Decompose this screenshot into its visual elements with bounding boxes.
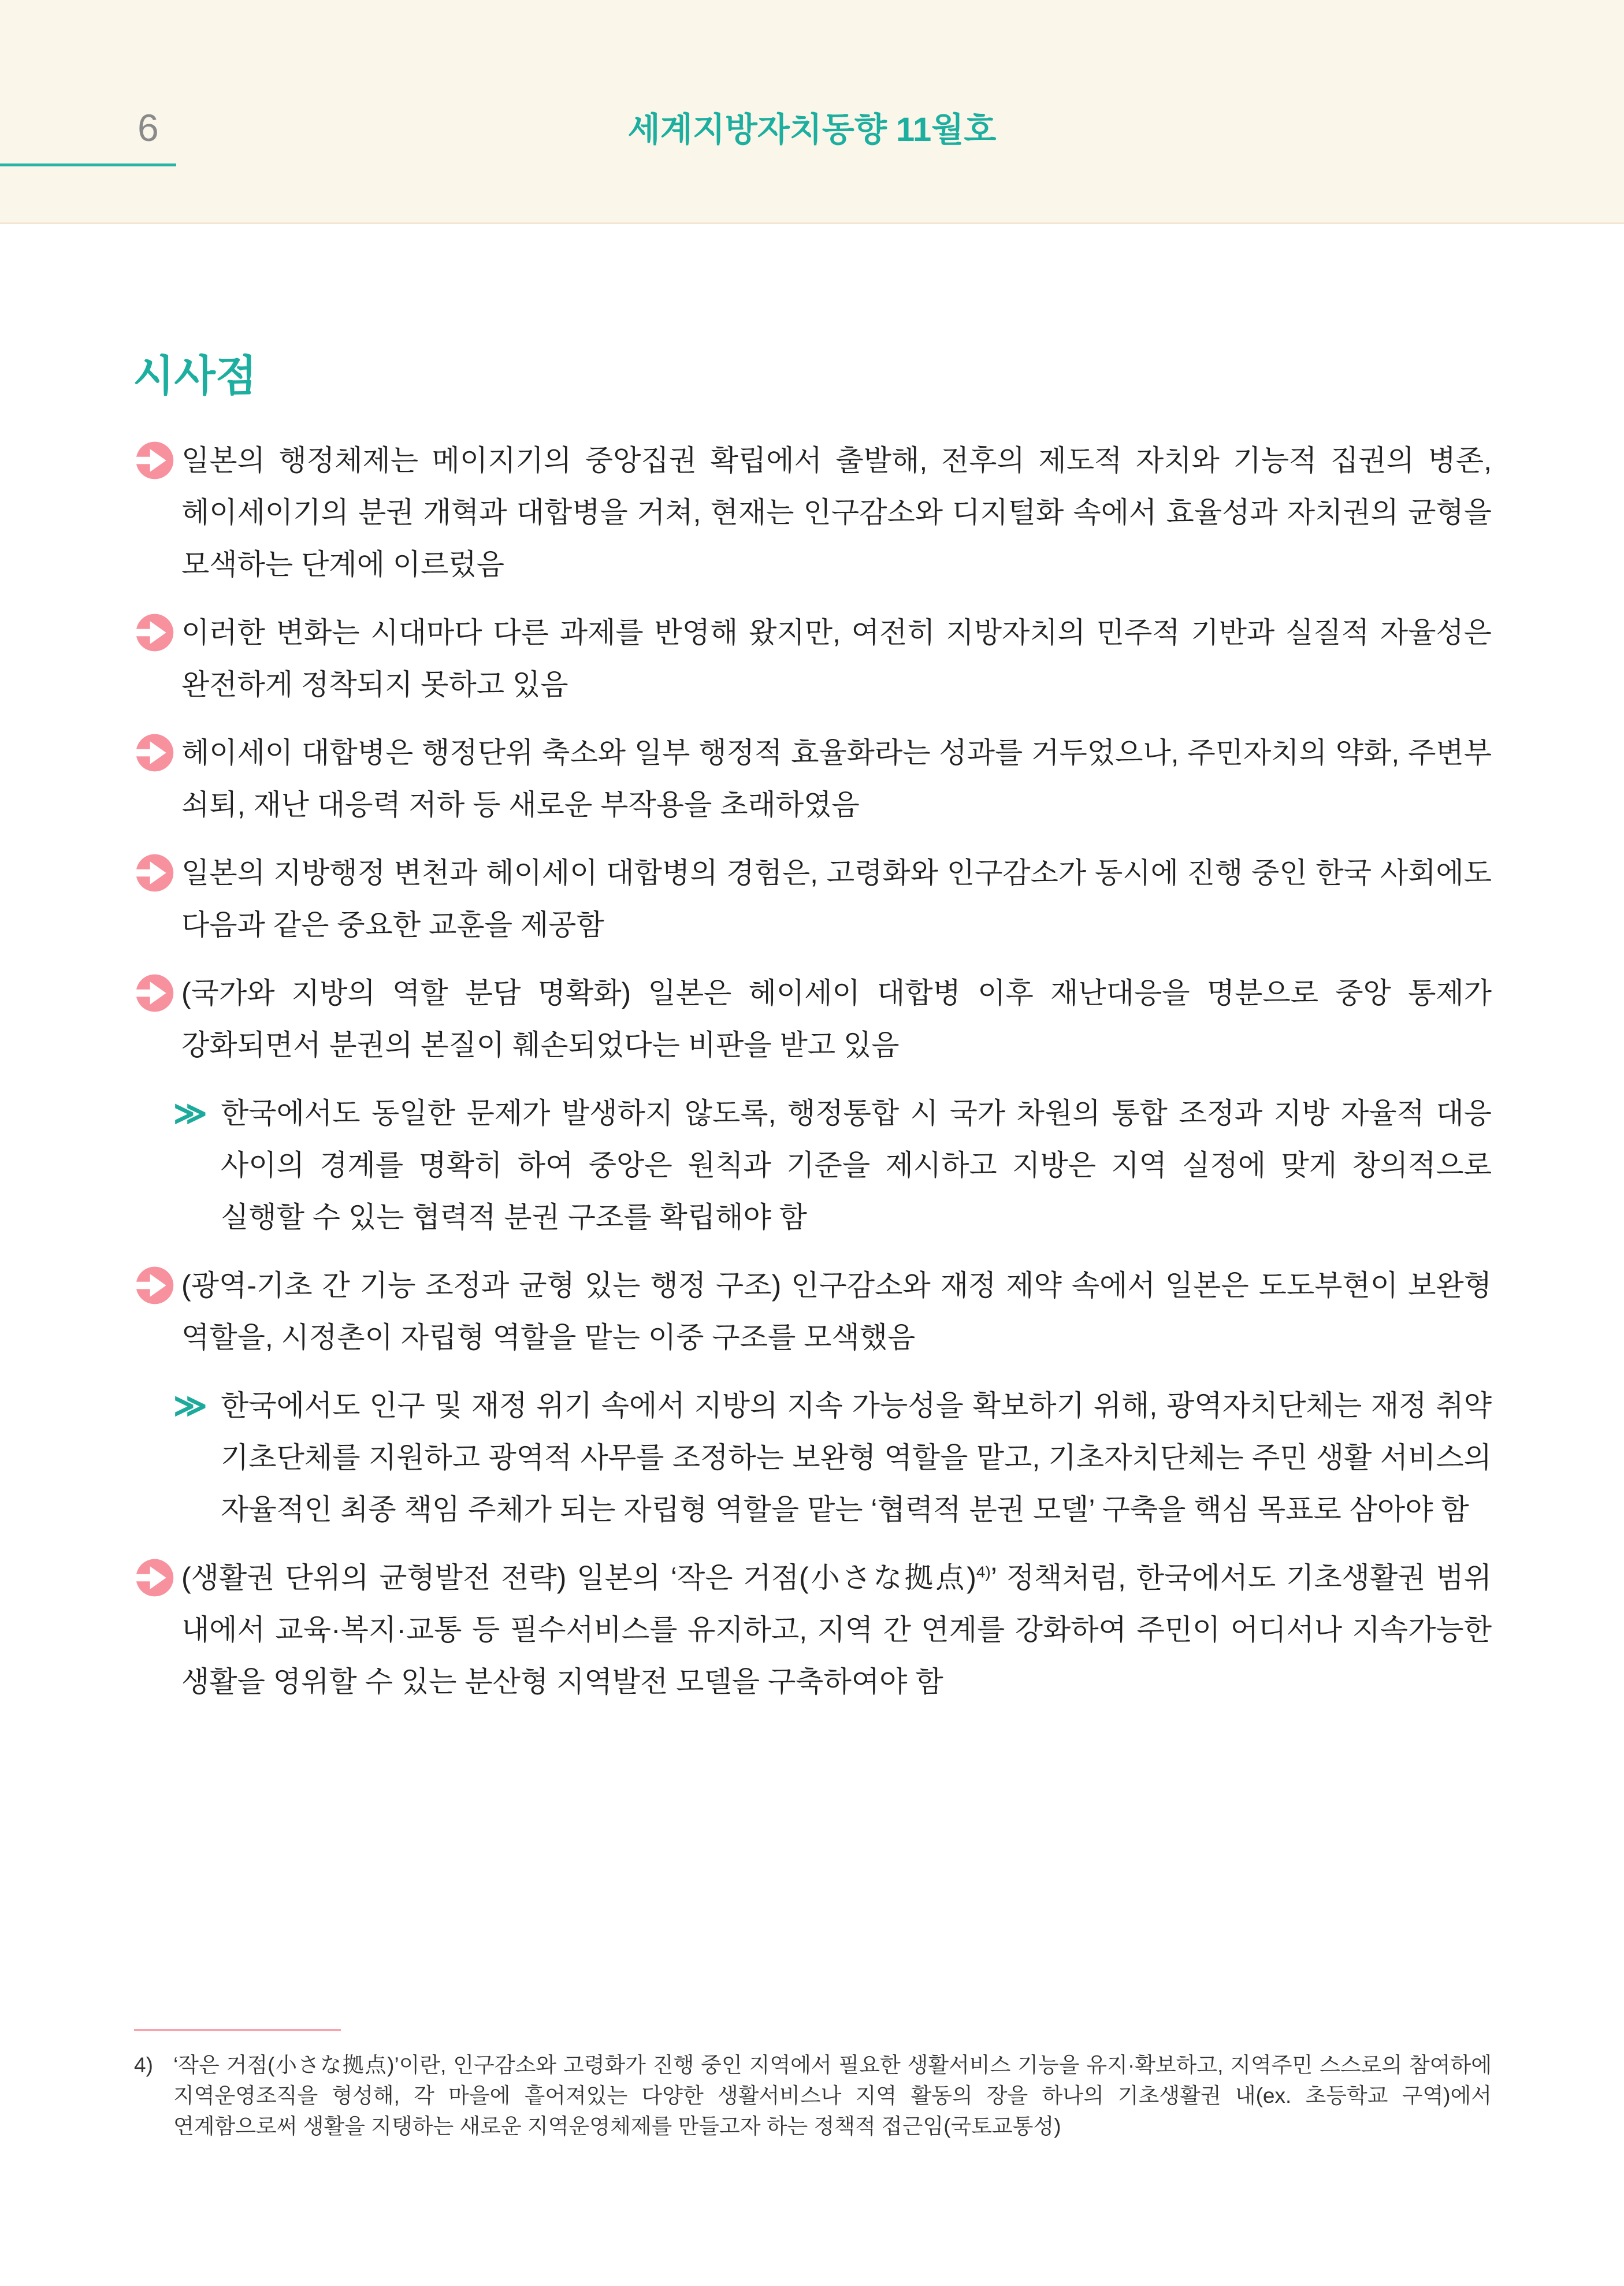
footnote bbox=[134, 2050, 1492, 2142]
section-title: 시사점 bbox=[133, 352, 257, 400]
bullet-text bbox=[181, 1552, 1492, 1708]
footnote-divider bbox=[134, 2029, 341, 2031]
sub-bullet-item bbox=[173, 1087, 1492, 1243]
circle-arrow-icon bbox=[133, 1552, 181, 1599]
page-number: 6 bbox=[137, 106, 159, 149]
circle-arrow-icon bbox=[133, 434, 181, 481]
bullet-text: 일본의 행정체제는 메이지기의 중앙집권 확립에서 출발해, 전후의 제도적 자치와 기능적 집권의 병존, 헤이세이기의 분권 개혁과 대합병을 거쳐, 현재는 인구감소와 디지털화 속에서 효율성과 자치권의 균형을 모색하는 단계에 이르렀음 bbox=[181, 444, 1492, 581]
bullet-text: 일본의 지방행정 변천과 헤이세이 대합병의 경험은, 고령화와 인구감소가 동시에 진행 중인 한국 사회에도 다음과 같은 중요한 교훈을 제공함 bbox=[181, 857, 1492, 941]
bullet-item bbox=[133, 434, 1492, 590]
circle-arrow-icon bbox=[133, 1259, 181, 1306]
circle-arrow-icon bbox=[133, 727, 181, 774]
sub-bullet-item bbox=[173, 1380, 1492, 1536]
bullet-item bbox=[133, 1552, 1492, 1708]
bullet-item bbox=[133, 967, 1492, 1071]
sub-bullet-text: 한국에서도 동일한 문제가 발생하지 않도록, 행정통합 시 국가 차원의 통합 조정과 지방 자율적 대응 사이의 경계를 명확히 하여 중앙은 원칙과 기준을 제시하고 지방은 지역 실정에 맞게 창의적으로 실행할 수 있는 협력적 분권 구조를 확립해야 함 bbox=[221, 1097, 1492, 1233]
circle-arrow-icon bbox=[133, 607, 181, 653]
footnote-area bbox=[134, 2029, 1492, 2142]
page-number-underline bbox=[0, 163, 176, 166]
bullet-item bbox=[133, 607, 1492, 711]
double-chevron-icon: ≫ bbox=[173, 1095, 204, 1131]
bullet-text-post: ’ 정책처럼, 한국에서도 기초생활권 범위 내에서 교육·복지·교통 등 필수서비스를 유지하고, 지역 간 연계를 강화하여 주민이 어디서나 지속가능한 생활을 영위할 수 있는 분산형 지역발전 모델을 구축하여야 함 bbox=[181, 1562, 1492, 1698]
bullet-text-pre: (생활권 단위의 균형발전 전략) 일본의 ‘작은 거점(小さな拠点) bbox=[181, 1562, 976, 1594]
bullet-item bbox=[133, 727, 1492, 831]
bullet-item bbox=[133, 1259, 1492, 1363]
bullet-text: (광역-기초 간 기능 조정과 균형 있는 행정 구조) 인구감소와 재정 제약 속에서 일본은 도도부현이 보완형 역할을, 시정촌이 자립형 역할을 맡는 이중 구조를 모색했음 bbox=[181, 1269, 1492, 1354]
sub-bullet-text: 한국에서도 인구 및 재정 위기 속에서 지방의 지속 가능성을 확보하기 위해, 광역자치단체는 재정 취약 기초단체를 지원하고 광역적 사무를 조정하는 보완형 역할을 맡고, 기초자치단체는 주민 생활 서비스의 자율적인 최종 책임 주체가 되는 자립형 역할을 맡는 ‘협력적 분권 모델’ 구축을 핵심 목표로 삼아야 함 bbox=[221, 1389, 1492, 1526]
circle-arrow-icon bbox=[133, 847, 181, 894]
footnote-text: ‘작은 거점(小さな拠点)’이란, 인구감소와 고령화가 진행 중인 지역에서 필요한 생활서비스 기능을 유지·확보하고, 지역주민 스스로의 참여하에 지역운영조직을 형성해, 각 마을에 흩어져있는 다양한 생활서비스나 지역 활동의 장을 하나의 기초생활권 내(ex. 초등학교 구역)에서 연계함으로써 생활을 지탱하는 새로운 지역운영체제를 만들고자 하는 정책적 접근임(국토교통성) bbox=[173, 2053, 1492, 2138]
bullet-text: (국가와 지방의 역할 분담 명확화) 일본은 헤이세이 대합병 이후 재난대응을 명분으로 중앙 통제가 강화되면서 분권의 본질이 훼손되었다는 비판을 받고 있음 bbox=[181, 977, 1492, 1061]
bullet-text: 이러한 변화는 시대마다 다른 과제를 반영해 왔지만, 여전히 지방자치의 민주적 기반과 실질적 자율성은 완전하게 정착되지 못하고 있음 bbox=[181, 616, 1492, 701]
page-header bbox=[0, 0, 1624, 224]
circle-arrow-icon bbox=[133, 967, 181, 1014]
bullet-item bbox=[133, 847, 1492, 951]
footnote-marker: 4) bbox=[134, 2053, 153, 2077]
main-content bbox=[133, 224, 1492, 1724]
bullet-text: 헤이세이 대합병은 행정단위 축소와 일부 행정적 효율화라는 성과를 거두었으나, 주민자치의 약화, 주변부 쇠퇴, 재난 대응력 저하 등 새로운 부작용을 초래하였음 bbox=[181, 737, 1492, 821]
footnote-reference: 4) bbox=[976, 1563, 991, 1581]
publication-title: 세계지방자치동향 11월호 bbox=[627, 111, 997, 148]
bullet-list bbox=[133, 434, 1492, 1708]
double-chevron-icon: ≫ bbox=[173, 1387, 204, 1423]
